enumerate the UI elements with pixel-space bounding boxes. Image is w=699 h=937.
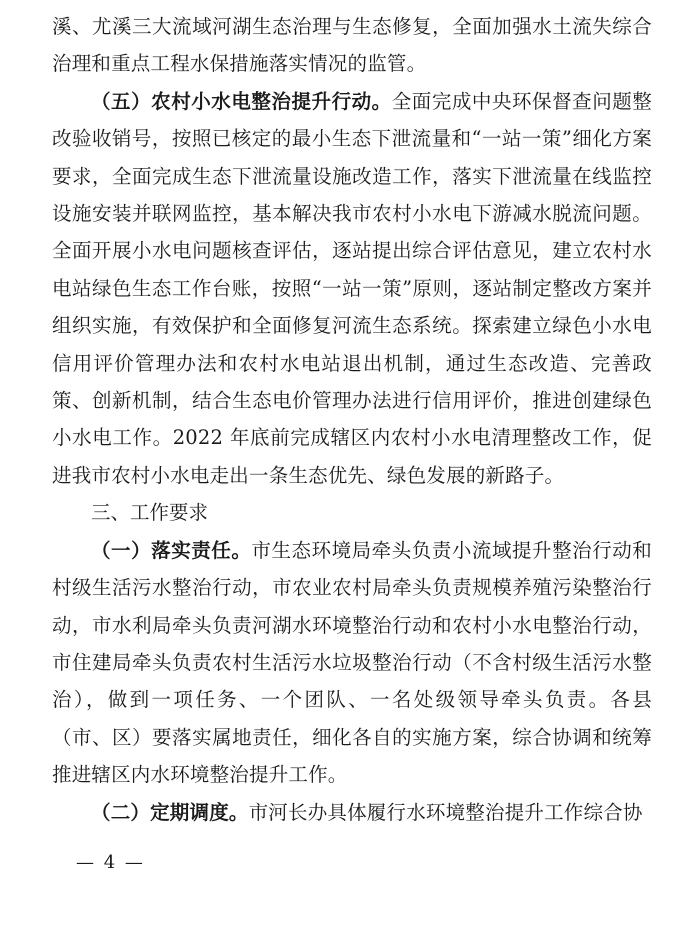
paragraph-responsibility <box>52 532 652 794</box>
paragraph-continued <box>52 8 652 83</box>
paragraph-text: 市生态环境局牵头负责小流域提升整治行动和村级生活污水整治行动，市农业农村局牵头负责规模养殖污染整治行动，市水利局牵头负责河湖水环境整治行动和农村小水电整治行动，市住建局牵头负责农村生活污水垃圾整治行动（不含村级生活污水整治），做到一项任务、一个团队、一名处级领导牵头负责。各县（市、区）要落实属地责任，细化各自的实施方案，综合协调和统筹推进辖区内水环境整治提升工作。 <box>52 538 652 787</box>
document-page <box>52 8 652 831</box>
paragraph-lead: （二）定期调度。 <box>91 800 249 824</box>
paragraph-small-hydropower <box>52 83 652 494</box>
paragraph-text: 溪、尤溪三大流域河湖生态治理与生态修复，全面加强水土流失综合治理和重点工程水保措施落实情况的监管。 <box>52 15 652 76</box>
page-number: — 4 — <box>76 852 145 873</box>
paragraph-text: 全面完成中央环保督查问题整改验收销号，按照已核定的最小生态下泄流量和“一站一策”细化方案要求，全面完成生态下泄流量设施改造工作，落实下泄流量在线监控设施安装并联网监控，基本解决我市农村小水电下游减水脱流问题。全面开展小水电问题核查评估，逐站提出综合评估意见，建立农村水电站绿色生态工作台账，按照“一站一策”原则，逐站制定整改方案并组织实施，有效保护和全面修复河流生态系统。探索建立绿色小水电信用评价管理办法和农村水电站退出机制，通过生态改造、完善政策、创新机制，结合生态电价管理办法进行信用评价，推进创建绿色小水电工作。2022 年底前完成辖区内农村小水电清理整改工作，促进我市农村小水电走出一条生态优先、绿色发展的新路子。 <box>52 89 652 487</box>
paragraph-scheduling <box>52 794 652 831</box>
paragraph-lead: （五）农村小水电整治提升行动。 <box>91 89 392 113</box>
paragraph-lead: （一）落实责任。 <box>91 538 252 562</box>
section-heading: 三、工作要求 <box>91 501 209 525</box>
paragraph-text: 市河长办具体履行水环境整治提升工作综合协 <box>248 800 643 824</box>
